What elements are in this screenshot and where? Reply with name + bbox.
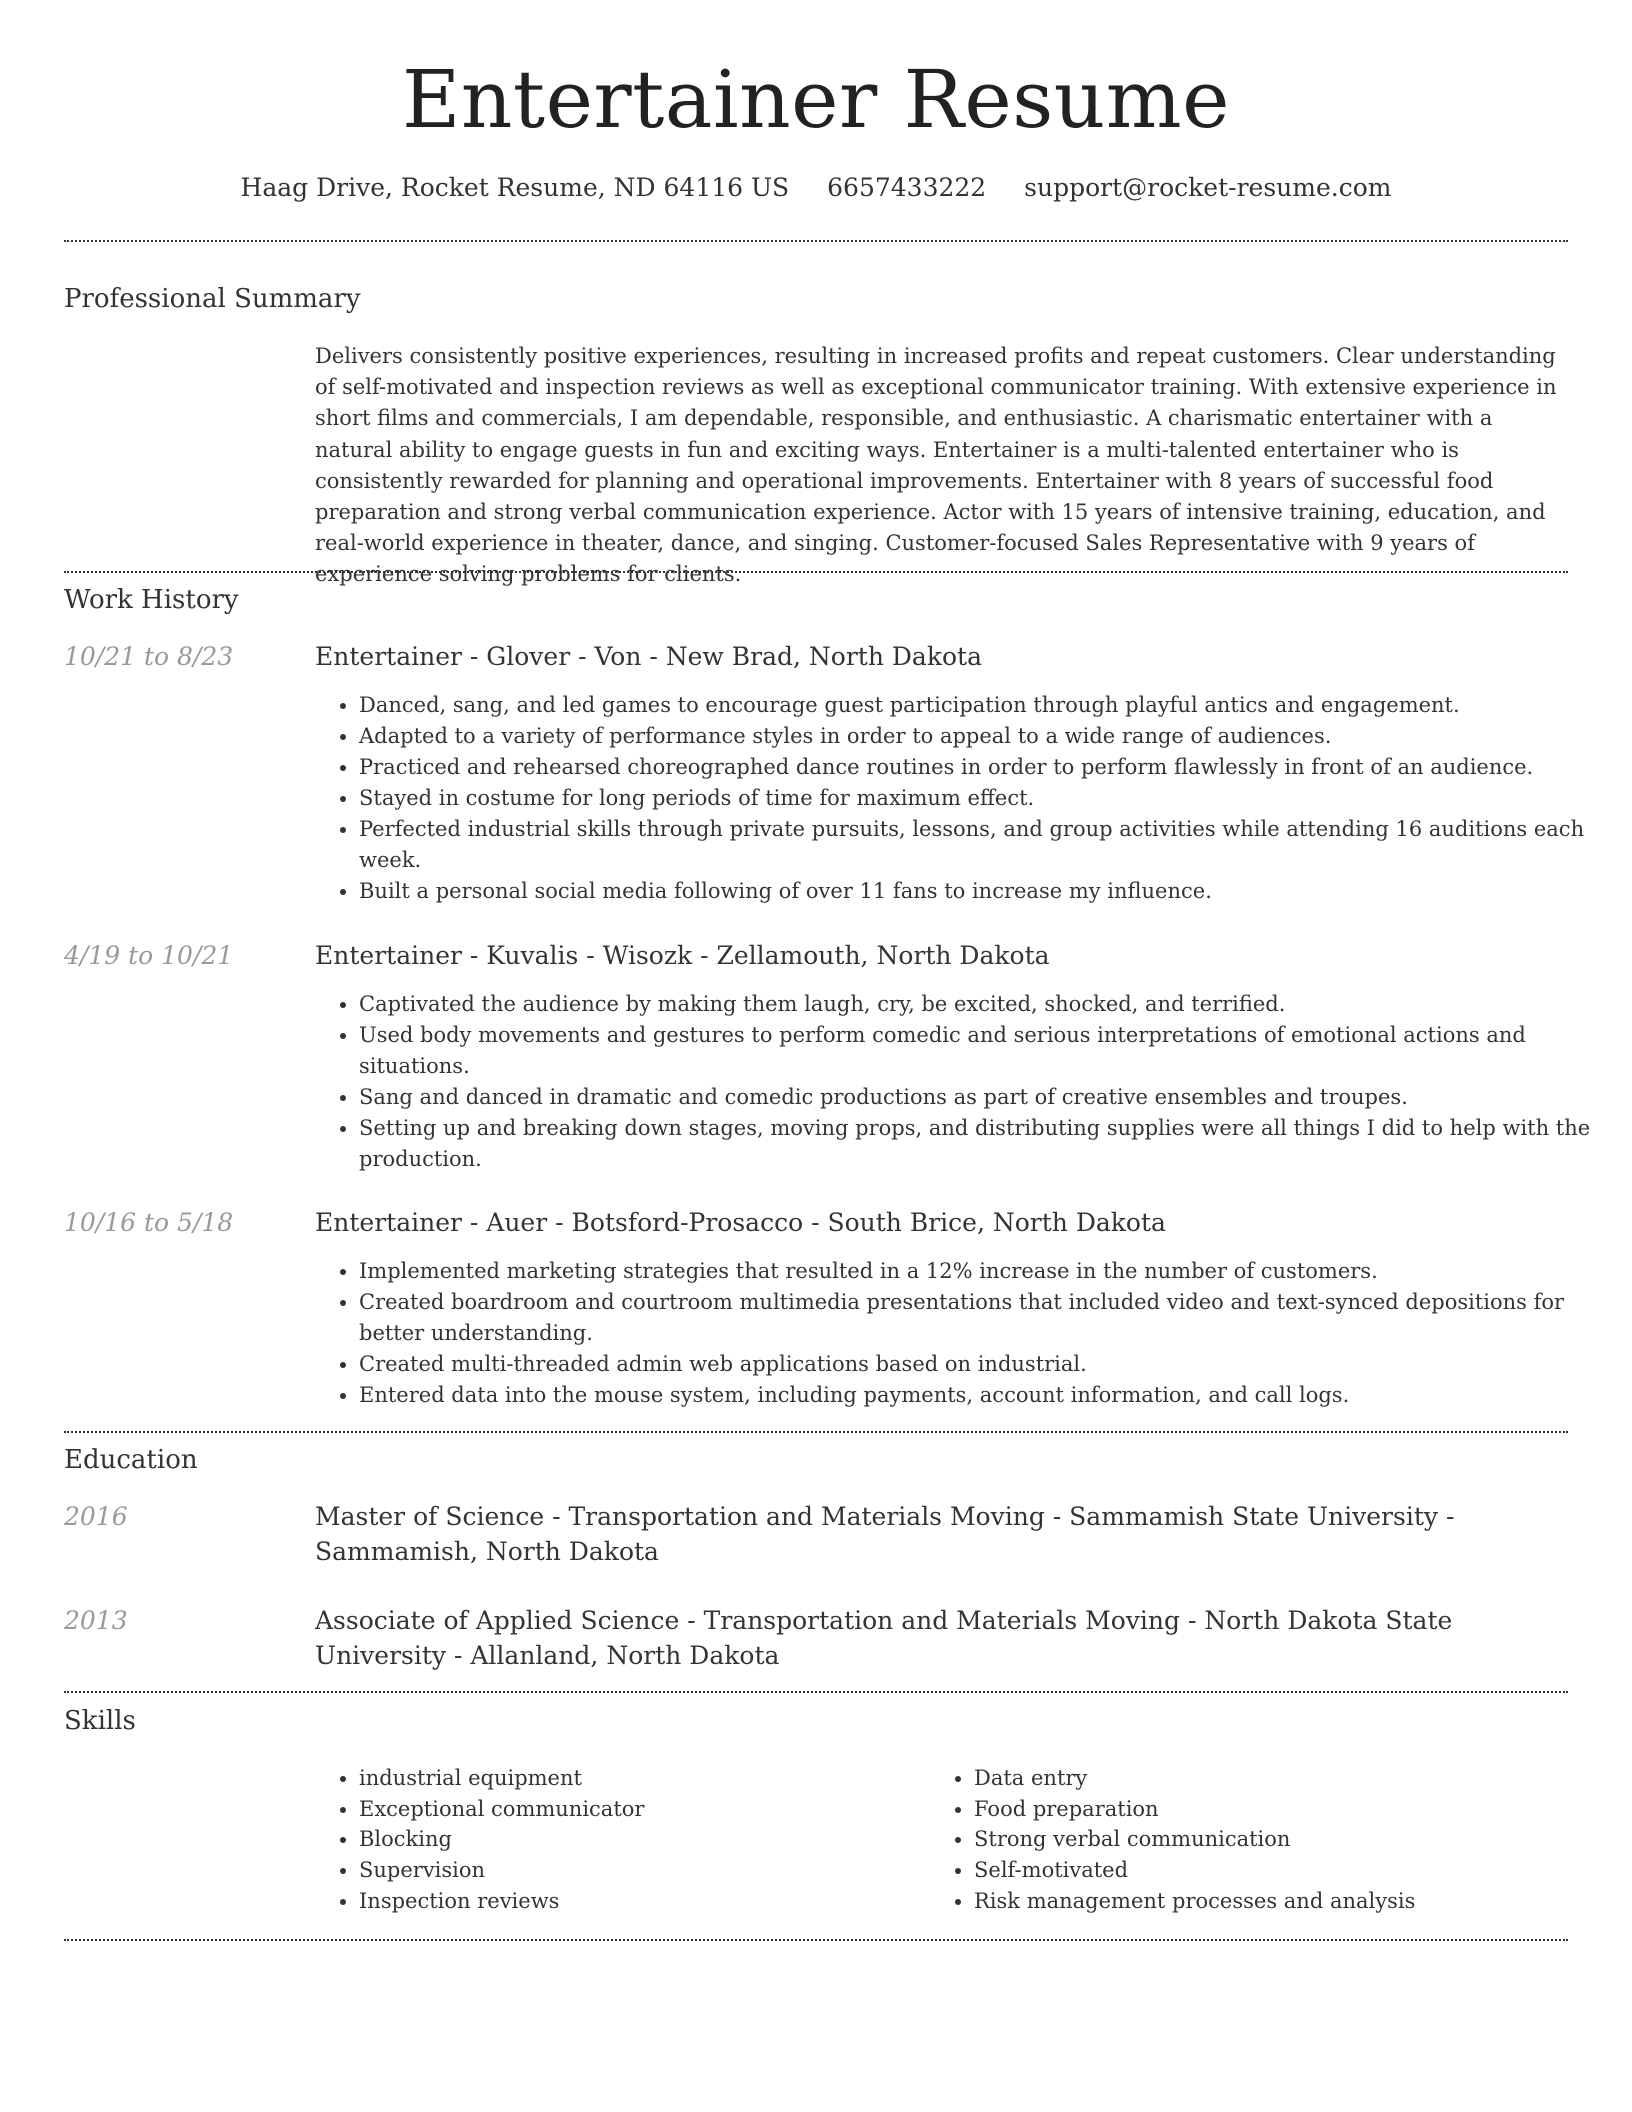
job-bullet: • Sang and danced in dramatic and comedic productions as part of creative ensembles and troupes. <box>359 1082 1612 1113</box>
education-entry: Associate of Applied Science - Transportation and Materials Moving - North Dakota State University - Allanland, North Dakota <box>315 1606 1453 1670</box>
education-heading: Education <box>64 1445 198 1475</box>
job-dates: 10/21 to 8/23 <box>64 642 234 671</box>
skill-item: • Self-motivated <box>974 1855 1612 1886</box>
skill-item: • Supervision <box>359 1855 929 1886</box>
summary-heading: Professional Summary <box>64 284 361 314</box>
section-divider <box>64 1431 1568 1433</box>
job-bullets <box>315 1256 1612 1411</box>
job-dates: 10/16 to 5/18 <box>64 1208 234 1237</box>
job-bullets <box>315 690 1612 907</box>
job-title: Entertainer - Auer - Botsford-Prosacco - South Brice, North Dakota <box>315 1208 1166 1237</box>
skill-item: • Strong verbal communication <box>974 1824 1612 1855</box>
education-year: 2016 <box>64 1502 128 1531</box>
job-bullet: • Used body movements and gestures to perform comedic and serious interpretations of emotional actions and situations. <box>359 1020 1612 1082</box>
section-divider <box>64 240 1568 242</box>
work-history-heading: Work History <box>64 585 239 615</box>
job-bullet: • Practiced and rehearsed choreographed dance routines in order to perform flawlessly in front of an audience. <box>359 752 1612 783</box>
skills-heading: Skills <box>64 1706 136 1736</box>
job-dates: 4/19 to 10/21 <box>64 941 234 970</box>
job-bullet: • Implemented marketing strategies that resulted in a 12% increase in the number of customers. <box>359 1256 1612 1287</box>
skill-item: • Food preparation <box>974 1794 1612 1825</box>
summary-text: Delivers consistently positive experiences, resulting in increased profits and repeat customers. Clear understanding of self-motivated and inspection reviews as well as exceptional communicator training. With extensive experience in short films and commercials, I am dependable, responsible, and enthusiastic. A charismatic entertainer with a natural ability to engage guests in fun and exciting ways. Entertainer is a multi-talented entertainer who is consistently rewarded for planning and operational improvements. Entertainer with 8 years of successful food preparation and strong verbal communication experience. Actor with 15 years of intensive training, education, and real-world experience in theater, dance, and singing. Customer-focused Sales Representative with 9 years of experience solving problems for clients. <box>315 344 1557 587</box>
job-bullets <box>315 989 1612 1175</box>
job-bullet: • Captivated the audience by making them laugh, cry, be excited, shocked, and terrified. <box>359 989 1612 1020</box>
skill-item: • Data entry <box>974 1763 1612 1794</box>
contact-phone: 6657433222 <box>827 173 987 202</box>
education-year: 2013 <box>64 1606 128 1635</box>
job-bullet: • Danced, sang, and led games to encourage guest participation through playful antics and engagement. <box>359 690 1612 721</box>
skill-item: • Inspection reviews <box>359 1886 929 1917</box>
skill-item: • Risk management processes and analysis <box>974 1886 1612 1917</box>
contact-email: support@rocket-resume.com <box>1024 173 1392 202</box>
job-bullet: • Created boardroom and courtroom multimedia presentations that included video and text-synced depositions for better understanding. <box>359 1287 1612 1349</box>
job-bullet: • Adapted to a variety of performance styles in order to appeal to a wide range of audiences. <box>359 721 1612 752</box>
job-bullet: • Built a personal social media following of over 11 fans to increase my influence. <box>359 876 1612 907</box>
resume-title: Entertainer Resume <box>402 53 1230 146</box>
job-bullet: • Entered data into the mouse system, including payments, account information, and call logs. <box>359 1380 1612 1411</box>
job-bullet: • Setting up and breaking down stages, moving props, and distributing supplies were all things I did to help with the production. <box>359 1113 1612 1175</box>
skills-list-right <box>930 1763 1612 1917</box>
job-title: Entertainer - Glover - Von - New Brad, North Dakota <box>315 642 982 671</box>
job-bullet: • Stayed in costume for long periods of time for maximum effect. <box>359 783 1612 814</box>
skills-list-left <box>315 1763 929 1917</box>
section-divider <box>64 1691 1568 1693</box>
section-divider <box>64 1939 1568 1941</box>
contact-line <box>0 172 1632 204</box>
job-bullet: • Created multi-threaded admin web applications based on industrial. <box>359 1349 1612 1380</box>
skill-item: • industrial equipment <box>359 1763 929 1794</box>
job-bullet: • Perfected industrial skills through private pursuits, lessons, and group activities while attending 16 auditions each week. <box>359 814 1612 876</box>
skill-item: • Exceptional communicator <box>359 1794 929 1825</box>
education-entry: Master of Science - Transportation and Materials Moving - Sammamish State University - Sammamish, North Dakota <box>315 1502 1455 1566</box>
skill-item: • Blocking <box>359 1824 929 1855</box>
contact-address: Haag Drive, Rocket Resume, ND 64116 US <box>240 173 790 202</box>
section-divider <box>64 571 1568 573</box>
job-title: Entertainer - Kuvalis - Wisozk - Zellamouth, North Dakota <box>315 941 1050 970</box>
